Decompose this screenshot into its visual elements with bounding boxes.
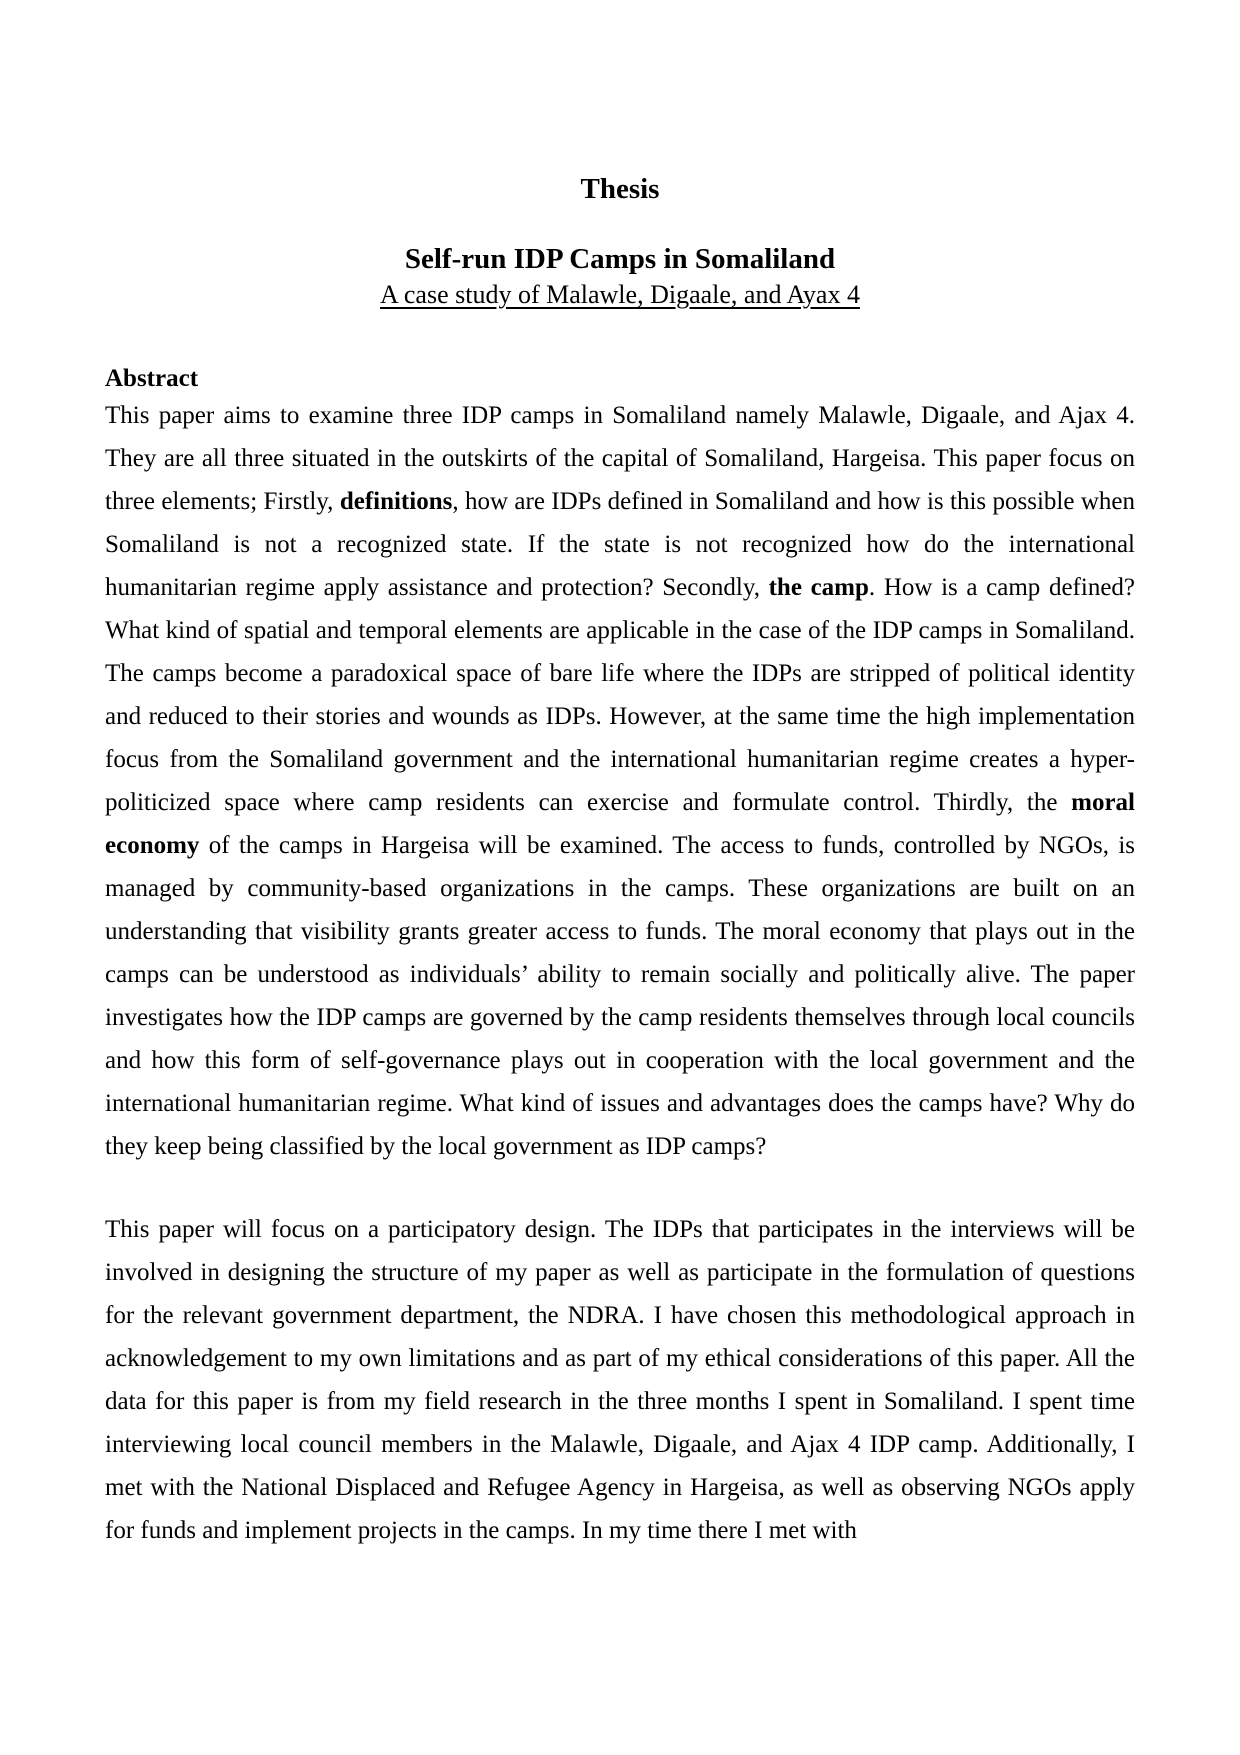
doc-subtitle: A case study of Malawle, Digaale, and Ayax 4: [380, 280, 860, 309]
methodology-paragraph: This paper will focus on a participatory design. The IDPs that participates in the interviews will be involved in designing the structure of my paper as well as participate in the formulation of questions for the relevant government department, the NDRA. I have chosen this methodological approach in acknowledgement to my own limitations and as part of my ethical considerations of this paper. All the data for this paper is from my field research in the three months I spent in Somaliland. I spent time interviewing local council members in the Malawle, Digaale, and Ajax 4 IDP camp. Additionally, I met with the National Displaced and Refugee Agency in Hargeisa, as well as observing NGOs apply for funds and implement projects in the camps. In my time there I met with: [105, 1216, 1135, 1544]
abstract-heading: Abstract: [105, 365, 199, 392]
abstract-paragraph: This paper aims to examine three IDP camps in Somaliland namely Malawle, Digaale, and Ajax 4. They are all three situated in the outskirts of the capital of Somaliland, Hargeisa. This paper focus on three elements; Firstly, definitions, how are IDPs defined in Somaliland and how is this possible when Somaliland is not a recognized state. If the state is not recognized how do the international humanitarian regime apply assistance and protection? Secondly, the camp. How is a camp defined? What kind of spatial and temporal elements are applicable in the case of the IDP camps in Somaliland. The camps become a paradoxical space of bare life where the IDPs are stripped of political identity and reduced to their stories and wounds as IDPs. However, at the same time the high implementation focus from the Somaliland government and the international humanitarian regime creates a hyper-politicized space where camp residents can exercise and formulate control. Thirdly, the moral economy of the camps in Hargeisa will be examined. The access to funds, controlled by NGOs, is managed by community-based organizations in the camps. These organizations are built on an understanding that visibility grants greater access to funds. The moral economy that plays out in the camps can be understood as individuals’ ability to remain socially and politically alive. The paper investigates how the IDP camps are governed by the camp residents themselves through local councils and how this form of self-governance plays out in cooperation with the local government and the international humanitarian regime. What kind of issues and advantages does the camps have? Why do they keep being classified by the local government as IDP camps?: [105, 402, 1136, 1160]
doc-main-title: Self-run IDP Camps in Somaliland: [404, 243, 836, 275]
doc-kicker-title: Thesis: [580, 173, 660, 205]
